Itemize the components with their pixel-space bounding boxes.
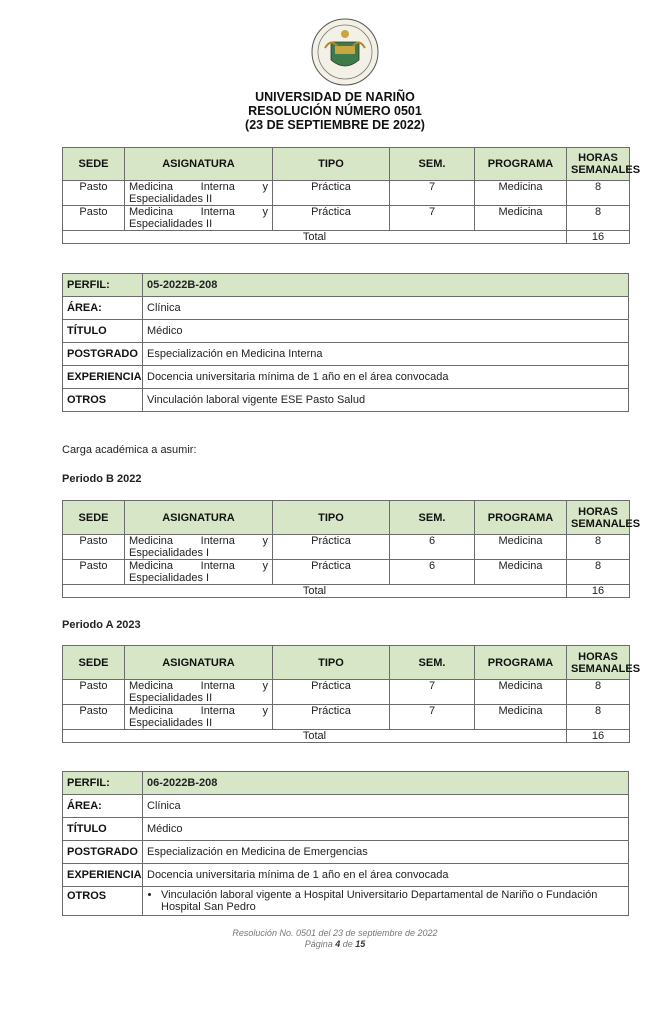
carga-label: Carga académica a asumir:: [62, 444, 197, 456]
total-row: Total 16: [63, 585, 630, 598]
footer-page: Página 4 de 15: [304, 939, 366, 949]
periodo-b-heading: Periodo B 2022: [62, 473, 142, 485]
col-horas: HORAS SEMANALES: [567, 148, 630, 181]
periodo-a-heading: Periodo A 2023: [62, 619, 141, 631]
footer-resolution: Resolución No. 0501 del 23 de septiembre de 2022: [232, 928, 438, 938]
page-count: 15: [355, 939, 366, 949]
table-row: Pasto Medicina Interna y Especialidades II Práctica 7 Medicina 8: [63, 206, 630, 231]
total-row: Total 16: [63, 231, 630, 244]
col-sem: SEM.: [390, 148, 475, 181]
resolution-date: (23 DE SEPTIEMBRE DE 2022): [245, 118, 425, 132]
university-name: UNIVERSIDAD DE NARIÑO: [255, 90, 415, 104]
table-row: Pasto Medicina Interna y Especialidades I Práctica 6 Medicina 8: [63, 560, 630, 585]
perfil-code: 06-2022B-208: [143, 772, 629, 795]
col-asignatura: ASIGNATURA: [125, 148, 273, 181]
page-footer: [0, 928, 670, 950]
table-row: Pasto Medicina Interna y Especialidades II Práctica 7 Medicina 8: [63, 680, 630, 705]
perfil-table-2: PERFIL: 06-2022B-208 ÁREA: Clínica TÍTULO Médico POSTGRADO Especialización en Medicina de Emergencias EXPERIENCIA Docencia universitaria mínima de 1 año en el área convocada OTROS • Vinculación laboral vigente a Hospital Universitario Departamental de Nariño o Fundación Hospital San Pedro: [62, 771, 629, 916]
total-row: Total 16: [63, 730, 630, 743]
col-sede: SEDE: [63, 148, 125, 181]
col-tipo: TIPO: [273, 148, 390, 181]
resolution-number: RESOLUCIÓN NÚMERO 0501: [248, 104, 422, 118]
course-table-3: SEDE ASIGNATURA TIPO SEM. PROGRAMA HORAS SEMANALES Pasto Medicina Interna y Especialidades II Práctica 7 Medicina 8 Pasto Medicina Interna y Especialidades II Práctica 7 Medicina 8 Total 16: [62, 645, 630, 743]
table-row: Pasto Medicina Interna y Especialidades II Práctica 7 Medicina 8: [63, 181, 630, 206]
table-row: Pasto Medicina Interna y Especialidades II Práctica 7 Medicina 8: [63, 705, 630, 730]
page-number: 4: [335, 939, 341, 949]
list-item: • Vinculación laboral vigente a Hospital Universitario Departamental de Nariño o Fundación Hospital San Pedro: [161, 889, 624, 913]
course-table-2: SEDE ASIGNATURA TIPO SEM. PROGRAMA HORAS SEMANALES Pasto Medicina Interna y Especialidades I Práctica 6 Medicina 8 Pasto Medicina Interna y Especialidades I Práctica 6 Medicina 8 Total 16: [62, 500, 630, 598]
document-header: [0, 90, 670, 132]
perfil-table-1: PERFIL: 05-2022B-208 ÁREA: Clínica TÍTULO Médico POSTGRADO Especialización en Medicina Interna EXPERIENCIA Docencia universitaria mínima de 1 año en el área convocada OTROS Vinculación laboral vigente ESE Pasto Salud: [62, 273, 629, 412]
col-programa: PROGRAMA: [475, 148, 567, 181]
university-seal-icon: [311, 18, 379, 86]
perfil-code: 05-2022B-208: [143, 274, 629, 297]
table-row: Pasto Medicina Interna y Especialidades I Práctica 6 Medicina 8: [63, 535, 630, 560]
course-table-1: [62, 147, 641, 244]
